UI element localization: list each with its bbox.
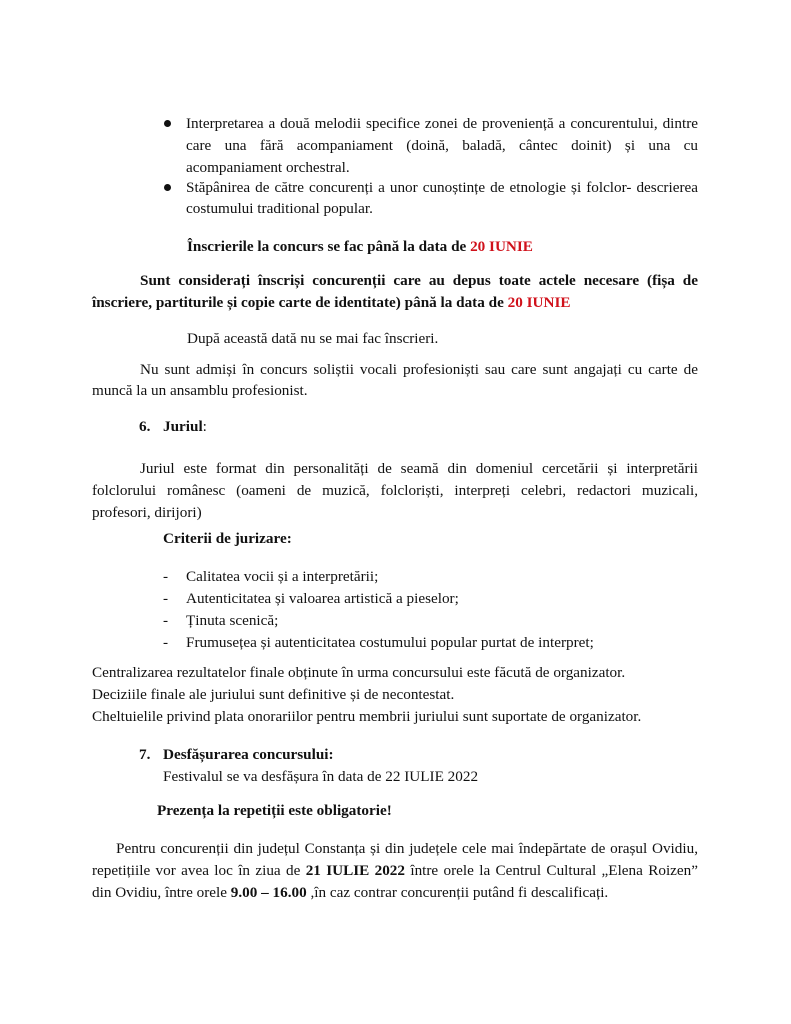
rehearsal-line-3: din Ovidiu, între orele 9.00 – 16.00 ,în caz contrar concurenții putând fi descalificați.	[92, 884, 609, 901]
registration-considered-line-2: înscriere, partiturile și copie carte de identitate) până la data de 20 IUNIE	[92, 294, 571, 311]
bullet-icon	[164, 184, 171, 191]
dash-marker: -	[163, 568, 169, 585]
section-7-number: 7.	[139, 746, 151, 763]
criteria-item: Autenticitatea și valoarea artistică a pieselor;	[186, 590, 459, 607]
criteria-heading: Criterii de jurizare:	[163, 530, 292, 547]
considered-date: 20 IUNIE	[507, 294, 571, 311]
criteria-item: Frumusețea și autenticitatea costumului popular purtat de interpret;	[186, 634, 594, 651]
bullet-item-2-line-1: Stăpânirea de către concurenți a unor cunoștințe de etnologie și folclor- descrierea	[186, 179, 698, 196]
criteria-item: Ținuta scenică;	[186, 612, 279, 629]
criteria-item: Calitatea vocii și a interpretării;	[186, 568, 379, 585]
section-6-number: 6.	[139, 418, 151, 435]
registration-closed-note: După această dată nu se mai fac înscrieri.	[187, 330, 439, 347]
dash-marker: -	[163, 612, 169, 629]
rehearsal-date: 21 IULIE 2022	[305, 862, 405, 879]
rehearsal-line-1: Pentru concurenții din județul Constanța și din județele cele mai îndepărtate de orașul Ovidiu,	[116, 840, 698, 857]
bullet-item-1-line-2: care una fără acompaniament (doină, baladă, cântec doinit) și una cu	[186, 137, 698, 154]
bullet-item-1-line-1: Interpretarea a două melodii specifice zonei de proveniență a concurentului, dintre	[186, 115, 698, 132]
not-admitted-line-2: muncă la un ansamblu profesionist.	[92, 382, 308, 399]
rehearsal-mandatory: Prezența la repetiții este obligatorie!	[157, 802, 392, 819]
section-7-heading: Desfășurarea concursului:	[163, 746, 334, 763]
bullet-item-1-line-3: acompaniament orchestral.	[186, 159, 350, 176]
jury-note-3: Cheltuielile privind plata onorariilor pentru membrii juriului sunt suportate de organizator.	[92, 708, 642, 725]
registration-considered-line-1: Sunt considerați înscriși concurenții care au depus toate actele necesare (fișa de	[140, 272, 698, 289]
registration-deadline: Înscrierile la concurs se fac până la data de 20 IUNIE	[187, 238, 533, 255]
dash-marker: -	[163, 634, 169, 651]
rehearsal-line-2: repetițiile vor avea loc în ziua de 21 IULIE 2022 între orele la Centrul Cultural „Elena Roizen”	[92, 862, 698, 879]
deadline-date: 20 IUNIE	[470, 238, 533, 255]
not-admitted-line-1: Nu sunt admiși în concurs soliștii vocali profesioniști sau care sunt angajați cu carte de	[140, 361, 698, 378]
jury-desc-line-1: Juriul este format din personalități de seamă din domeniul cercetării și interpretării	[140, 460, 698, 477]
dash-marker: -	[163, 590, 169, 607]
bullet-item-2-line-2: costumului traditional popular.	[186, 200, 373, 217]
bullet-icon	[164, 120, 171, 127]
jury-note-2: Deciziile finale ale juriului sunt definitive și de necontestat.	[92, 686, 455, 703]
festival-date: Festivalul se va desfășura în data de 22 IULIE 2022	[163, 768, 479, 785]
jury-note-1: Centralizarea rezultatelor finale obținute în urma concursului este făcută de organizator.	[92, 664, 626, 681]
section-6-heading: Juriul:	[163, 418, 207, 435]
jury-desc-line-2: folclorului românesc (oameni de muzică, folcloriști, interpreți celebri, redactori muzicali,	[92, 482, 698, 499]
rehearsal-hours: 9.00 – 16.00	[230, 884, 307, 901]
jury-desc-line-3: profesori, dirijori)	[92, 504, 202, 521]
